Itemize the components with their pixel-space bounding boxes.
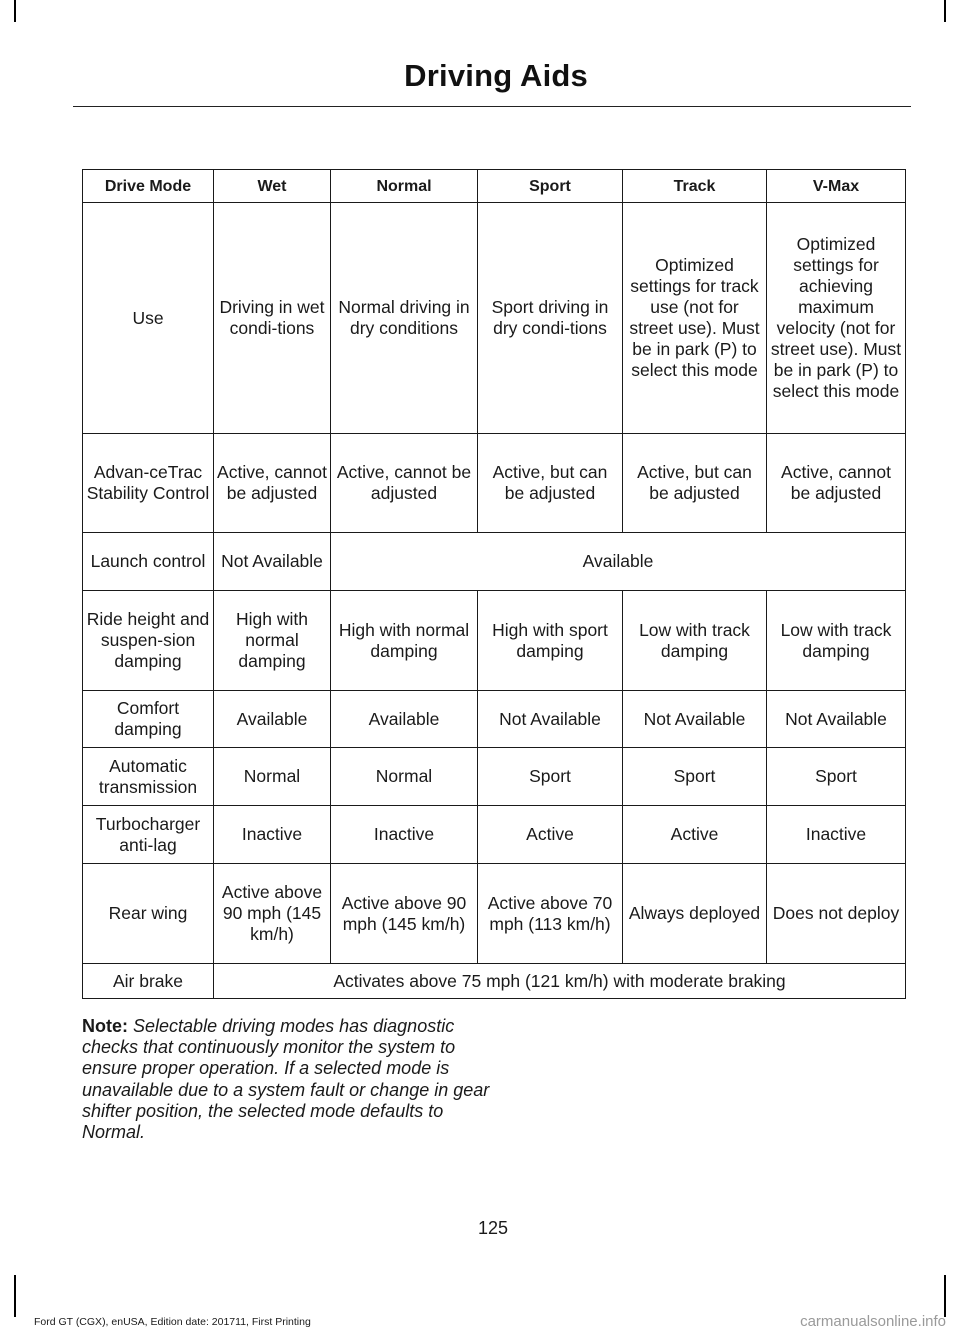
row-label: Ride height and suspen-sion damping xyxy=(83,591,214,691)
crop-mark-top-left xyxy=(14,0,16,22)
table-cell: Always deployed xyxy=(623,864,767,964)
table-cell: High with normal damping xyxy=(331,591,478,691)
table-cell: Active above 70 mph (113 km/h) xyxy=(478,864,623,964)
column-header: Sport xyxy=(478,170,623,203)
table-cell: Inactive xyxy=(767,806,906,864)
table-row xyxy=(83,748,906,806)
footer-edition: Ford GT (CGX), enUSA, Edition date: 201711, First Printing xyxy=(34,1316,311,1328)
column-header: Normal xyxy=(331,170,478,203)
table-cell: Active xyxy=(623,806,767,864)
table-cell: Normal xyxy=(331,748,478,806)
row-label: Turbocharger anti-lag xyxy=(83,806,214,864)
page-number: 125 xyxy=(477,1218,509,1238)
table-cell: High with normal damping xyxy=(214,591,331,691)
note-label: Note: xyxy=(82,1016,128,1036)
table-cell: Normal driving in dry conditions xyxy=(331,203,478,434)
drive-modes-table xyxy=(82,169,906,999)
table-cell: Inactive xyxy=(214,806,331,864)
table-cell: Low with track damping xyxy=(767,591,906,691)
table-cell: Driving in wet condi-tions xyxy=(214,203,331,434)
table-cell: Normal xyxy=(214,748,331,806)
table-header-row xyxy=(83,170,906,203)
row-label: Comfort damping xyxy=(83,691,214,748)
note-paragraph xyxy=(82,1016,492,1143)
table-row xyxy=(83,591,906,691)
table-row xyxy=(83,533,906,591)
table-row xyxy=(83,964,906,999)
table-cell: Not Available xyxy=(478,691,623,748)
table-cell: Active, cannot be adjusted xyxy=(767,434,906,533)
crop-mark-bottom-right xyxy=(944,1275,946,1317)
row-label: Rear wing xyxy=(83,864,214,964)
row-label: Advan-ceTrac Stability Control xyxy=(83,434,214,533)
table-cell: Not Available xyxy=(214,533,331,591)
crop-mark-top-right xyxy=(944,0,946,22)
note-text: Selectable driving modes has diagnostic checks that continuously monitor the system to ensure proper operation. If a selected mode is unavailable due to a system fault or change in gear shifter position, the selected mode defaults to Normal. xyxy=(82,1016,490,1143)
table-cell: Active, cannot be adjusted xyxy=(214,434,331,533)
table-cell: Available xyxy=(331,691,478,748)
table-cell: Sport xyxy=(478,748,623,806)
table-cell: Optimized settings for achieving maximum velocity (not for street use). Must be in park (P) to select this mode xyxy=(767,203,906,434)
table-cell: Does not deploy xyxy=(767,864,906,964)
table-cell: High with sport damping xyxy=(478,591,623,691)
column-header: V-Max xyxy=(767,170,906,203)
table-cell: Sport driving in dry condi-tions xyxy=(478,203,623,434)
table-cell: Active, cannot be adjusted xyxy=(331,434,478,533)
table-row xyxy=(83,434,906,533)
column-header: Wet xyxy=(214,170,331,203)
column-header: Track xyxy=(623,170,767,203)
row-label: Use xyxy=(83,203,214,434)
row-label: Automatic transmission xyxy=(83,748,214,806)
table-cell: Inactive xyxy=(331,806,478,864)
page-title: Driving Aids xyxy=(404,58,588,93)
table-cell: Active, but can be adjusted xyxy=(478,434,623,533)
table-row xyxy=(83,864,906,964)
table-row xyxy=(83,203,906,434)
table-cell-merged: Activates above 75 mph (121 km/h) with moderate braking xyxy=(214,964,906,999)
table-row xyxy=(83,806,906,864)
table-cell: Active above 90 mph (145 km/h) xyxy=(214,864,331,964)
row-label: Launch control xyxy=(83,533,214,591)
table-cell: Active above 90 mph (145 km/h) xyxy=(331,864,478,964)
table-cell: Active xyxy=(478,806,623,864)
title-divider xyxy=(73,106,911,107)
watermark: carmanualsonline.info xyxy=(800,1313,946,1330)
row-label: Air brake xyxy=(83,964,214,999)
table-cell: Low with track damping xyxy=(623,591,767,691)
table-cell: Not Available xyxy=(623,691,767,748)
table-cell: Active, but can be adjusted xyxy=(623,434,767,533)
crop-mark-bottom-left xyxy=(14,1275,16,1317)
table-cell: Sport xyxy=(767,748,906,806)
table-cell: Optimized settings for track use (not for street use). Must be in park (P) to select this mode xyxy=(623,203,767,434)
table-row xyxy=(83,691,906,748)
column-header: Drive Mode xyxy=(83,170,214,203)
table-cell: Available xyxy=(214,691,331,748)
table-cell: Not Available xyxy=(767,691,906,748)
table-cell: Sport xyxy=(623,748,767,806)
table-cell-merged: Available xyxy=(331,533,906,591)
